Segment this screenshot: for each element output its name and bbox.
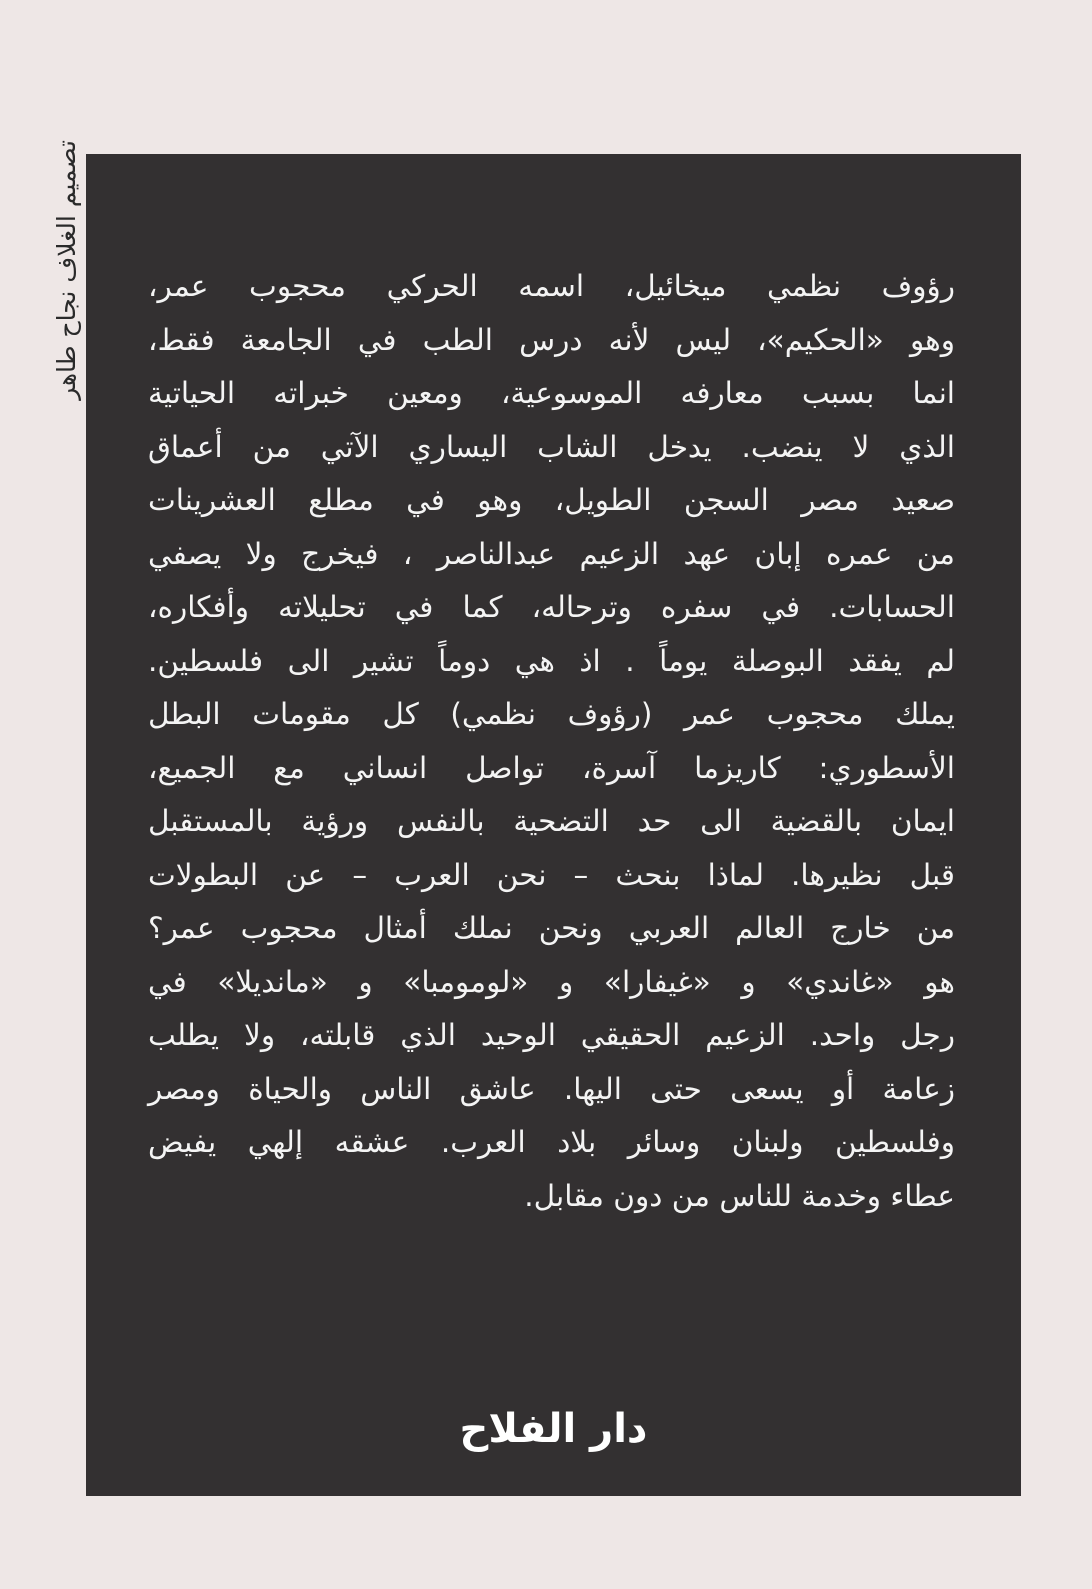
blurb-line: هو «غاندي» و «غيفارا» و «لومومبا» و «مانديلا» في bbox=[148, 964, 955, 999]
cover-design-credit bbox=[46, 140, 86, 540]
publisher-name: دار الفلاح bbox=[459, 1406, 648, 1452]
blurb-line: ايمان بالقضية الى حد التضحية بالنفس ورؤية بالمستقبل bbox=[148, 804, 955, 838]
blurb-line: وفلسطين ولبنان وسائر بلاد العرب. عشقه إلهي يفيض bbox=[148, 1125, 955, 1159]
back-cover-panel bbox=[86, 154, 1021, 1496]
blurb-line: عطاء وخدمة للناس من دون مقابل. bbox=[524, 1178, 955, 1213]
blurb-line: الذي لا ينضب. يدخل الشاب اليساري الآتي من أعماق bbox=[148, 429, 955, 464]
blurb-text bbox=[148, 260, 955, 1223]
blurb-line: من عمره إبان عهد الزعيم عبدالناصر ، فيخرج ولا يصفي bbox=[148, 536, 955, 571]
blurb-line: رجل واحد. الزعيم الحقيقي الوحيد الذي قابلته، ولا يطلب bbox=[148, 1018, 955, 1052]
blurb-line: زعامة أو يسعى حتى اليها. عاشق الناس والحياة ومصر bbox=[148, 1071, 955, 1106]
blurb-line: رؤوف نظمي ميخائيل، اسمه الحركي محجوب عمر، bbox=[148, 269, 955, 303]
blurb-line: من خارج العالم العربي ونحن نملك أمثال محجوب عمر؟ bbox=[148, 911, 955, 945]
blurb-line: يملك محجوب عمر (رؤوف نظمي) كل مقومات البطل bbox=[148, 697, 955, 731]
blurb-line: الحسابات. في سفره وترحاله، كما في تحليلاته وأفكاره، bbox=[148, 590, 955, 624]
blurb-line: الأسطوري: كاريزما آسرة، تواصل انساني مع الجميع، bbox=[148, 750, 955, 785]
blurb-line: قبل نظيرها. لماذا بنحث – نحن العرب – عن البطولات bbox=[148, 857, 955, 892]
cover-design-credit-text: تصميم الغلاف نجاح طاهر bbox=[51, 140, 81, 400]
blurb-line: لم يفقد البوصلة يوماً . اذ هي دوماً تشير الى فلسطين. bbox=[148, 643, 955, 678]
blurb-line: وهو «الحكيم»، ليس لأنه درس الطب في الجامعة فقط، bbox=[148, 322, 955, 357]
blurb-line: انما بسبب معارفه الموسوعية، ومعين خبراته الحياتية bbox=[148, 376, 955, 410]
blurb-line: صعيد مصر السجن الطويل، وهو في مطلع العشرينات bbox=[148, 483, 955, 517]
